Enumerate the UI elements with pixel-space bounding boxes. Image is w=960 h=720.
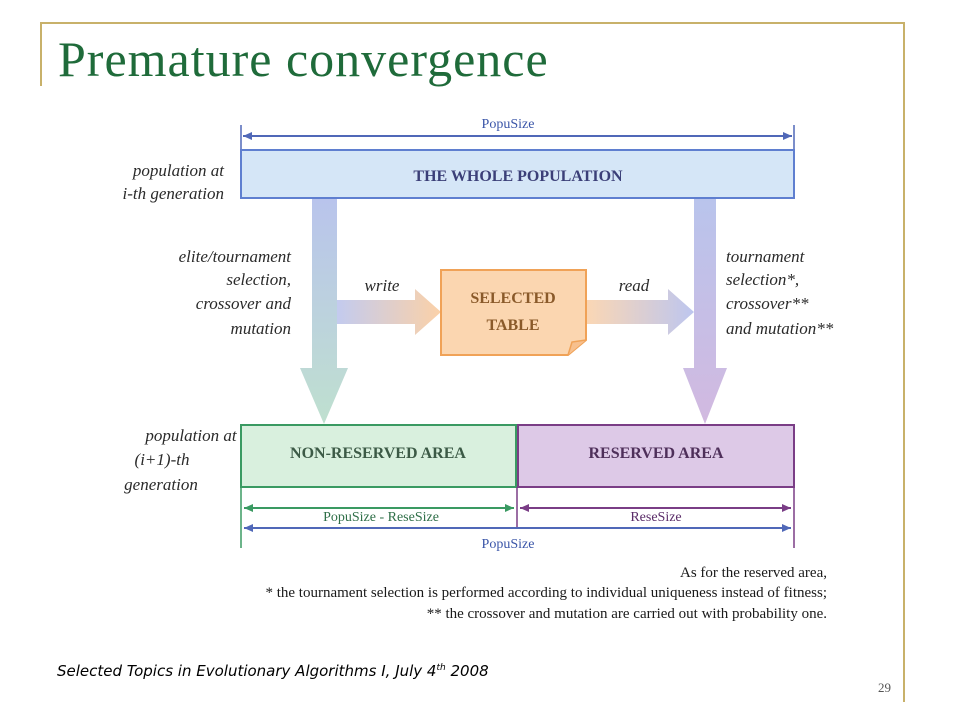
footer-superscript: th: [436, 663, 446, 673]
rese-size-label: ReseSize: [630, 510, 682, 525]
population-ith-line1: population at: [132, 161, 224, 180]
slide-footer: [57, 662, 489, 680]
left-ops-line2: selection,: [226, 270, 291, 289]
note-line2: * the tournament selection is performed according to individual uniqueness instead of fitness;: [265, 585, 827, 601]
left-ops-line1: elite/tournament: [178, 247, 291, 266]
read-arrow: [586, 289, 694, 335]
footer-year: 2008: [445, 662, 489, 680]
read-label: read: [618, 276, 650, 295]
popu-minus-rese-label: PopuSize - ReseSize: [323, 510, 439, 525]
reserved-area-label: RESERVED AREA: [588, 445, 724, 462]
population-next-line3: generation: [124, 475, 198, 494]
write-arrow: [337, 289, 441, 335]
popu-size-bottom-label: PopuSize: [481, 537, 535, 552]
left-ops-line4: mutation: [230, 319, 291, 338]
right-ops-line1: tournament: [726, 247, 805, 266]
population-next-line1: population at: [145, 426, 237, 445]
selected-table-line2: TABLE: [486, 317, 540, 334]
population-ith-line2: i-th generation: [122, 184, 224, 203]
note-line1: As for the reserved area,: [679, 565, 827, 581]
non-reserved-area-label: NON-RESERVED AREA: [290, 445, 466, 462]
population-next-line2: (i+1)-th: [134, 450, 190, 469]
footer-text: Selected Topics in Evolutionary Algorithms I, July 4: [57, 662, 437, 680]
whole-population-label: THE WHOLE POPULATION: [413, 168, 623, 185]
selected-table-box: [441, 270, 586, 355]
slide-title: Premature convergence: [58, 31, 549, 87]
note-line3: ** the crossover and mutation are carried out with probability one.: [426, 606, 827, 622]
page-number: 29: [878, 680, 891, 695]
left-ops-line3: crossover and: [195, 294, 291, 313]
selected-table-line1: SELECTED: [470, 290, 556, 307]
popu-size-top-label: PopuSize: [481, 117, 535, 132]
right-ops-line3: crossover**: [726, 294, 809, 313]
write-label: write: [364, 276, 400, 295]
right-ops-line4: and mutation**: [726, 319, 834, 338]
right-ops-line2: selection*,: [726, 270, 800, 289]
